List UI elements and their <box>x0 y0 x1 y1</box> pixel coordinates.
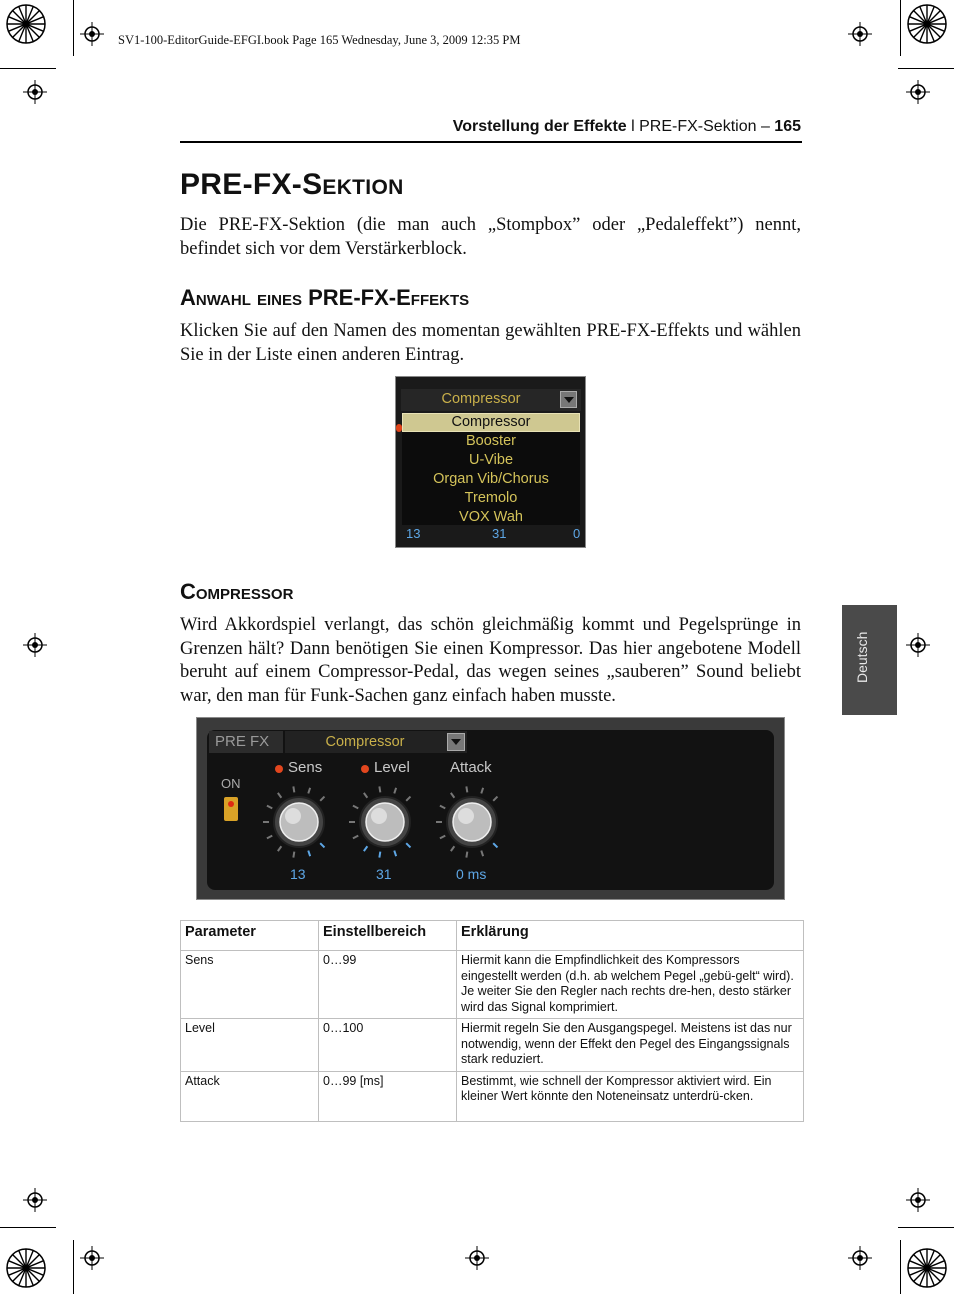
knob-tick <box>440 836 445 839</box>
crop-line <box>0 68 56 69</box>
crop-line <box>900 0 901 56</box>
effect-select[interactable] <box>401 389 581 411</box>
prefx-panel-screenshot <box>196 717 785 900</box>
registration-crosshair-icon <box>23 1188 47 1212</box>
language-tab-label: Deutsch <box>854 631 870 683</box>
crop-line <box>73 0 74 56</box>
knob-tick <box>481 788 483 794</box>
knob-tick <box>451 846 455 851</box>
knob-value: 13 <box>290 866 306 882</box>
table-cell: Level <box>181 1019 319 1072</box>
page-title: PRE-FX-Sektion <box>180 168 404 201</box>
attack-knob[interactable] <box>433 783 511 861</box>
knob-cap <box>366 803 404 841</box>
led-icon <box>275 765 283 773</box>
knob-tick <box>379 852 380 858</box>
knob-tick <box>353 806 358 809</box>
page-number: 165 <box>774 118 801 135</box>
registration-rosette-icon <box>6 4 46 44</box>
table-cell: 0…99 [ms] <box>319 1071 457 1121</box>
registration-crosshair-icon <box>906 633 930 657</box>
knob-tick <box>493 797 497 801</box>
led-icon <box>228 801 234 807</box>
knob-tick <box>364 793 368 798</box>
knob-value: 31 <box>376 866 392 882</box>
registration-crosshair-icon <box>848 1246 872 1270</box>
knob-label: Level <box>374 759 410 776</box>
effect-option-list <box>402 413 580 525</box>
crop-line <box>898 68 954 69</box>
knob-tick <box>394 788 396 794</box>
registration-crosshair-icon <box>23 633 47 657</box>
registration-crosshair-icon <box>23 80 47 104</box>
section-heading-compressor: Compressor <box>180 579 294 604</box>
registration-crosshair-icon <box>848 22 872 46</box>
registration-crosshair-icon <box>80 1246 104 1270</box>
knob-value: 31 <box>492 526 507 541</box>
crop-line <box>73 1240 74 1294</box>
language-tab <box>842 605 897 715</box>
header-rule <box>180 141 802 143</box>
header-section: PRE-FX-Sektion <box>639 118 757 135</box>
knob-tick <box>406 843 410 847</box>
knob-tick <box>293 852 294 858</box>
registration-rosette-icon <box>907 1248 947 1288</box>
chevron-down-icon[interactable] <box>447 733 465 751</box>
effect-option[interactable]: U-Vibe <box>468 452 514 468</box>
on-label: ON <box>221 776 241 791</box>
knob-tick <box>406 797 410 801</box>
book-info-line: SV1-100-EditorGuide-EFGI.book Page 165 Wednesday, June 3, 2009 12:35 PM <box>118 33 521 47</box>
knob-highlight <box>371 808 387 824</box>
knob-value: 0 ms <box>456 866 487 882</box>
running-header <box>180 118 801 136</box>
table-row <box>181 1019 804 1072</box>
table-cell: 0…99 <box>319 951 457 1019</box>
parameter-table <box>180 920 804 1122</box>
column-header: Parameter <box>181 921 319 951</box>
chevron-down-icon[interactable] <box>560 391 577 408</box>
registration-crosshair-icon <box>906 80 930 104</box>
table-cell: Sens <box>181 951 319 1019</box>
effect-option[interactable]: VOX Wah <box>459 509 523 525</box>
section-heading-select: Anwahl eines PRE-FX-Effekts <box>180 285 470 310</box>
on-switch[interactable] <box>224 797 238 821</box>
knob-value: 13 <box>406 526 421 541</box>
registration-rosette-icon <box>6 1248 46 1288</box>
prefx-tab-label: PRE FX <box>209 731 283 753</box>
knob-tick <box>293 786 294 792</box>
effect-option[interactable]: Compressor <box>402 413 580 432</box>
knob-tick <box>466 786 467 792</box>
effect-select-value: Compressor <box>325 734 405 750</box>
registration-crosshair-icon <box>465 1246 489 1270</box>
registration-crosshair-icon <box>906 1188 930 1212</box>
crop-line <box>0 1227 56 1228</box>
knob-highlight <box>458 808 474 824</box>
intro-paragraph: Die PRE-FX-Sektion (die man auch „Stompbox” oder „Pedaleffekt”) nennt, befindet sich vor dem Verstärkerblock. <box>180 215 801 259</box>
table-cell: Hiermit regeln Sie den Ausgangspegel. Meistens ist das nur notwendig, wenn der Effekt den Pegel des Eingangssignals stark reduziert. <box>457 1019 804 1072</box>
prefx-dropdown-screenshot <box>395 376 586 548</box>
knob-value: 0 <box>573 526 581 541</box>
sens-knob[interactable] <box>260 783 338 861</box>
crop-line <box>900 1240 901 1294</box>
knob-tick <box>493 843 497 847</box>
knob-tick <box>440 806 445 809</box>
knob-tick <box>320 797 324 801</box>
knob-tick <box>308 788 310 794</box>
knob-tick <box>320 843 324 847</box>
table-row <box>181 951 804 1019</box>
registration-rosette-icon <box>907 4 947 44</box>
knob-tick <box>267 836 272 839</box>
registration-crosshair-icon <box>80 22 104 46</box>
table-cell: Attack <box>181 1071 319 1121</box>
table-header-row <box>181 921 804 951</box>
effect-select[interactable] <box>285 731 467 753</box>
knob-label: Sens <box>288 759 323 776</box>
knob-cap <box>453 803 491 841</box>
knob-tick <box>481 851 483 857</box>
knob-tick <box>466 852 467 858</box>
select-paragraph: Klicken Sie auf den Namen des momentan gewählten PRE-FX-Effekts und wählen Sie in der Liste einen anderen Eintrag. <box>180 321 801 365</box>
header-dash: – <box>756 118 775 135</box>
compressor-paragraph: Wird Akkordspiel verlangt, das schön gleichmäßig kommt und Pegelsprünge in Grenzen hält? Dann benötigen Sie einen Kompressor. Das hier angebotene Modell beruht auf einem Compressor-Pedal, das wegen seines „sauberen” Sound beliebt war, den man für Funk-Sachen ganz einfach haben musste. <box>180 615 801 706</box>
level-knob[interactable] <box>346 783 424 861</box>
table-cell: 0…100 <box>319 1019 457 1072</box>
effect-option[interactable]: Tremolo <box>464 490 518 506</box>
column-header: Erklärung <box>457 921 804 951</box>
knob-tick <box>278 793 282 798</box>
knob-tick <box>267 806 272 809</box>
effect-select-value: Compressor <box>441 391 521 407</box>
knob-tick <box>364 846 368 851</box>
knob-tick <box>379 786 380 792</box>
knob-tick <box>353 836 358 839</box>
knob-tick <box>451 793 455 798</box>
led-icon <box>361 765 369 773</box>
knob-tick <box>278 846 282 851</box>
knob-cap <box>280 803 318 841</box>
knob-label: Attack <box>450 759 492 776</box>
crop-line <box>898 1227 954 1228</box>
effect-option[interactable]: Booster <box>466 433 516 449</box>
table-row <box>181 1071 804 1121</box>
table-cell: Bestimmt, wie schnell der Kompressor aktiviert wird. Ein kleiner Wert könnte den Noteneinsatz unterdrü-cken. <box>457 1071 804 1121</box>
knob-tick <box>308 851 310 857</box>
header-chapter: Vorstellung der Effekte <box>452 118 627 135</box>
column-header: Einstellbereich <box>319 921 457 951</box>
knob-highlight <box>285 808 301 824</box>
table-cell: Hiermit kann die Empfindlichkeit des Kompressors eingestellt werden (d.h. ab welchem Pegel „gebü-gelt“ wird). Je weiter Sie den Regler nach rechts dre-hen, desto stärker wird das Signal komprimiert. <box>457 951 804 1019</box>
effect-option[interactable]: Organ Vib/Chorus <box>433 471 549 487</box>
knob-tick <box>394 851 396 857</box>
header-separator: l <box>626 118 640 135</box>
